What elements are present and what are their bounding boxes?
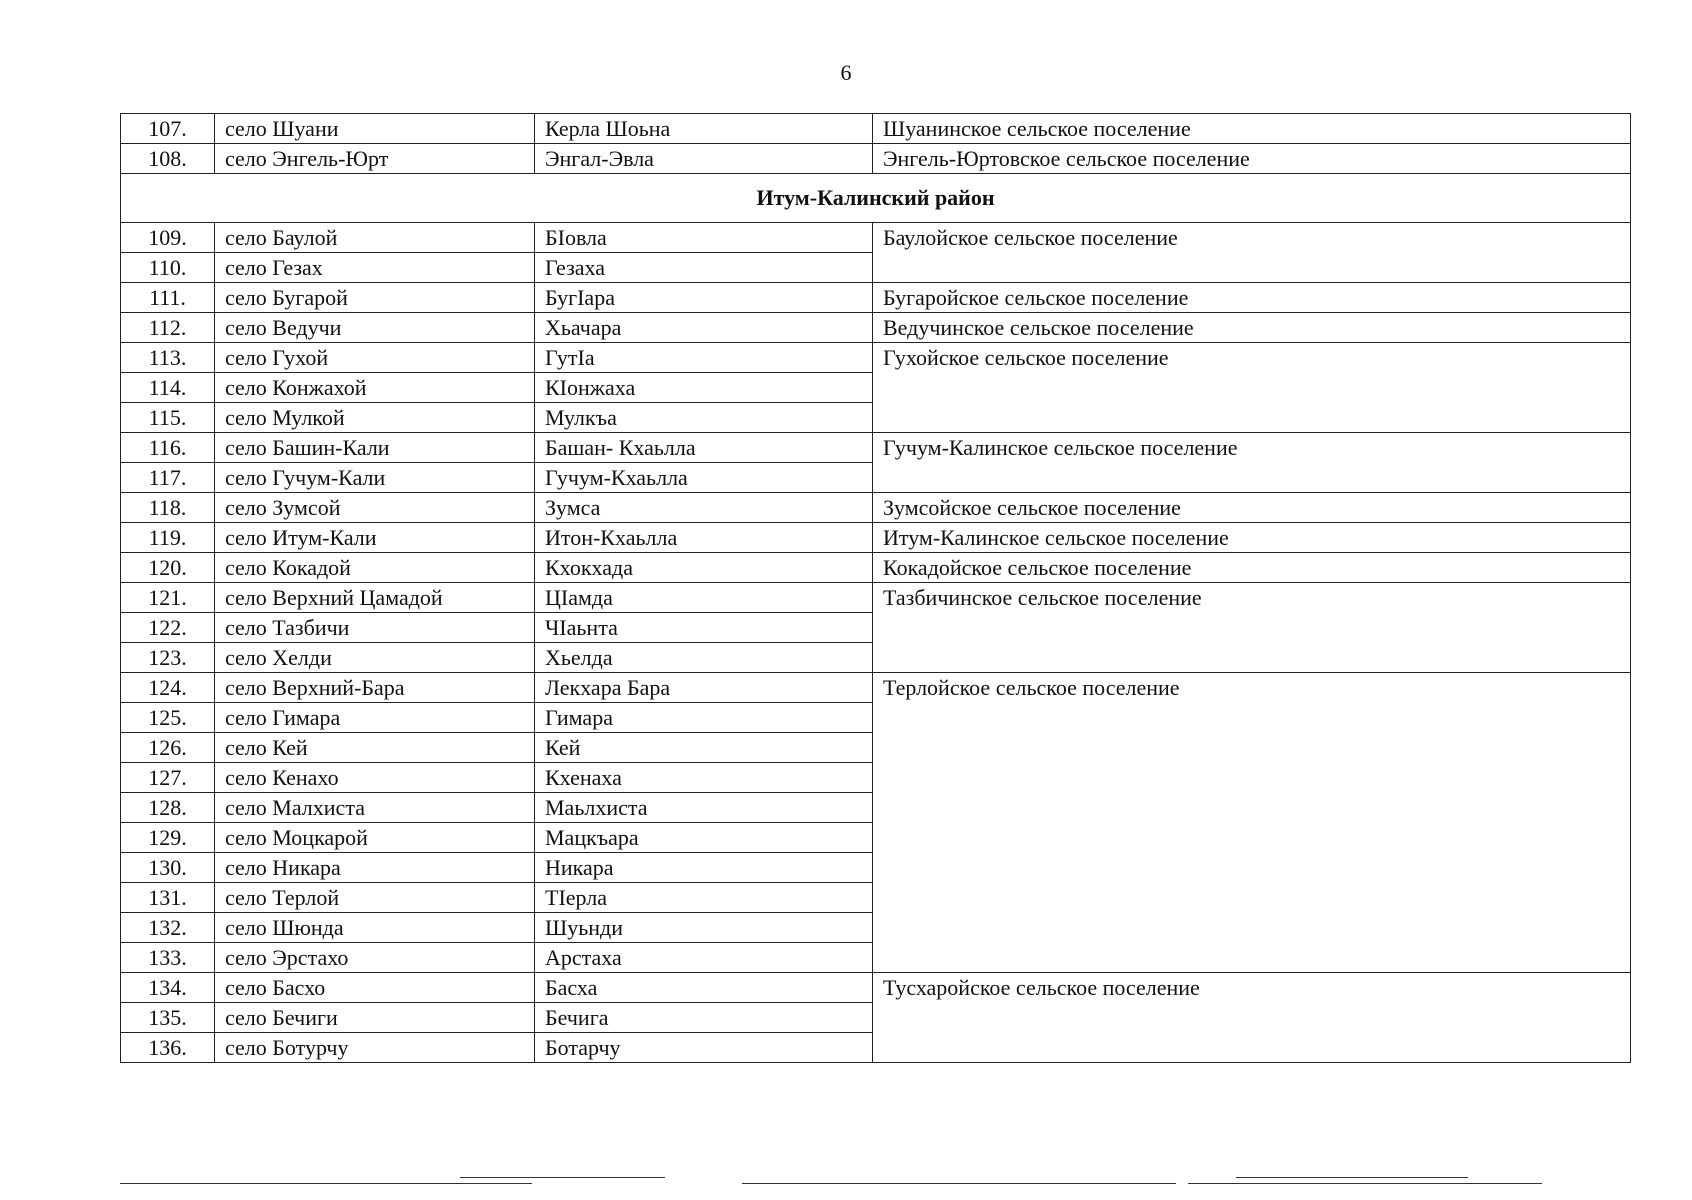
native-name: Итон-Кхаьлла (535, 523, 873, 553)
row-number: 135. (121, 1003, 215, 1033)
native-name: Гезаха (535, 253, 873, 283)
native-name: Керла Шоьна (535, 114, 873, 144)
village-name: село Зумсой (215, 493, 535, 523)
native-name: Арстаха (535, 943, 873, 973)
table-row (121, 343, 1631, 373)
row-number: 111. (121, 283, 215, 313)
row-number: 110. (121, 253, 215, 283)
row-number: 117. (121, 463, 215, 493)
native-name: Никара (535, 853, 873, 883)
row-number: 122. (121, 613, 215, 643)
village-name: село Эрстахо (215, 943, 535, 973)
row-number: 124. (121, 673, 215, 703)
village-name: село Баулой (215, 223, 535, 253)
native-name: Гучум-Кхаьлла (535, 463, 873, 493)
village-name: село Гимара (215, 703, 535, 733)
row-number: 134. (121, 973, 215, 1003)
settlement-name: Тазбичинское сельское поселение (873, 583, 1631, 673)
table-row (121, 493, 1631, 523)
signature-line (460, 1177, 665, 1178)
native-name: ТIерла (535, 883, 873, 913)
table-row (121, 283, 1631, 313)
settlement-name: Бугаройское сельское поселение (873, 283, 1631, 313)
signature-line (1188, 1183, 1542, 1184)
page-number: 6 (840, 60, 852, 85)
signature-line (1236, 1177, 1468, 1178)
native-name: Кей (535, 733, 873, 763)
row-number: 130. (121, 853, 215, 883)
row-number: 119. (121, 523, 215, 553)
village-name: село Малхиста (215, 793, 535, 823)
settlement-name: Зумсойское сельское поселение (873, 493, 1631, 523)
table-row (121, 583, 1631, 613)
settlement-name: Итум-Калинское сельское поселение (873, 523, 1631, 553)
settlement-name: Кокадойское сельское поселение (873, 553, 1631, 583)
row-number: 107. (121, 114, 215, 144)
row-number: 123. (121, 643, 215, 673)
signature-line (955, 1183, 1175, 1184)
native-name: Ботарчу (535, 1033, 873, 1063)
native-name: ЧIаьнта (535, 613, 873, 643)
table-row (121, 433, 1631, 463)
village-name: село Гухой (215, 343, 535, 373)
native-name: ГутIа (535, 343, 873, 373)
native-name: БугIара (535, 283, 873, 313)
settlement-name: Терлойское сельское поселение (873, 673, 1631, 973)
native-name: КIонжаха (535, 373, 873, 403)
village-name: село Верхний Цамадой (215, 583, 535, 613)
settlements-table (120, 113, 1631, 1063)
village-name: село Кокадой (215, 553, 535, 583)
village-name: село Энгель-Юрт (215, 144, 535, 174)
village-name: село Мулкой (215, 403, 535, 433)
native-name: Башан- Кхаьлла (535, 433, 873, 463)
row-number: 125. (121, 703, 215, 733)
row-number: 131. (121, 883, 215, 913)
row-number: 136. (121, 1033, 215, 1063)
row-number: 126. (121, 733, 215, 763)
table-row (121, 313, 1631, 343)
village-name: село Тазбичи (215, 613, 535, 643)
row-number: 127. (121, 763, 215, 793)
table-row (121, 523, 1631, 553)
row-number: 113. (121, 343, 215, 373)
village-name: село Кей (215, 733, 535, 763)
signature-line (120, 1183, 532, 1184)
row-number: 108. (121, 144, 215, 174)
region-header-row (121, 174, 1631, 223)
native-name: Шуьнди (535, 913, 873, 943)
village-name: село Верхний-Бара (215, 673, 535, 703)
village-name: село Шуани (215, 114, 535, 144)
row-number: 129. (121, 823, 215, 853)
village-name: село Ведучи (215, 313, 535, 343)
native-name: Мулкъа (535, 403, 873, 433)
village-name: село Башин-Кали (215, 433, 535, 463)
village-name: село Терлой (215, 883, 535, 913)
settlement-name: Гучум-Калинское сельское поселение (873, 433, 1631, 493)
village-name: село Гучум-Кали (215, 463, 535, 493)
row-number: 114. (121, 373, 215, 403)
row-number: 121. (121, 583, 215, 613)
village-name: село Итум-Кали (215, 523, 535, 553)
table-row (121, 553, 1631, 583)
row-number: 112. (121, 313, 215, 343)
village-name: село Бечиги (215, 1003, 535, 1033)
native-name: Маьлхиста (535, 793, 873, 823)
village-name: село Бугарой (215, 283, 535, 313)
settlement-name: Энгель-Юртовское сельское поселение (873, 144, 1631, 174)
table-row (121, 973, 1631, 1003)
table-row (121, 144, 1631, 174)
native-name: Мацкъара (535, 823, 873, 853)
row-number: 109. (121, 223, 215, 253)
table-row (121, 114, 1631, 144)
village-name: село Шюнда (215, 913, 535, 943)
table-row (121, 223, 1631, 253)
native-name: БIовла (535, 223, 873, 253)
native-name: ЦIамда (535, 583, 873, 613)
row-number: 118. (121, 493, 215, 523)
native-name: Басха (535, 973, 873, 1003)
native-name: Зумса (535, 493, 873, 523)
native-name: Кхокхада (535, 553, 873, 583)
village-name: село Кенахо (215, 763, 535, 793)
row-number: 116. (121, 433, 215, 463)
village-name: село Конжахой (215, 373, 535, 403)
settlement-name: Гухойское сельское поселение (873, 343, 1631, 433)
row-number: 133. (121, 943, 215, 973)
row-number: 132. (121, 913, 215, 943)
row-number: 120. (121, 553, 215, 583)
native-name: Хьелда (535, 643, 873, 673)
village-name: село Моцкарой (215, 823, 535, 853)
native-name: Хьачара (535, 313, 873, 343)
native-name: Энгал-Эвла (535, 144, 873, 174)
native-name: Гимара (535, 703, 873, 733)
settlement-name: Шуанинское сельское поселение (873, 114, 1631, 144)
village-name: село Гезах (215, 253, 535, 283)
village-name: село Хелди (215, 643, 535, 673)
row-number: 128. (121, 793, 215, 823)
settlements-table-body (121, 114, 1631, 1063)
table-row (121, 673, 1631, 703)
native-name: Бечига (535, 1003, 873, 1033)
village-name: село Ботурчу (215, 1033, 535, 1063)
native-name: Кхенаха (535, 763, 873, 793)
row-number: 115. (121, 403, 215, 433)
settlement-name: Ведучинское сельское поселение (873, 313, 1631, 343)
region-title: Итум-Калинский район (121, 174, 1631, 223)
village-name: село Басхо (215, 973, 535, 1003)
village-name: село Никара (215, 853, 535, 883)
native-name: Лекхара Бара (535, 673, 873, 703)
settlement-name: Тусхаройское сельское поселение (873, 973, 1631, 1063)
settlement-name: Баулойское сельское поселение (873, 223, 1631, 283)
